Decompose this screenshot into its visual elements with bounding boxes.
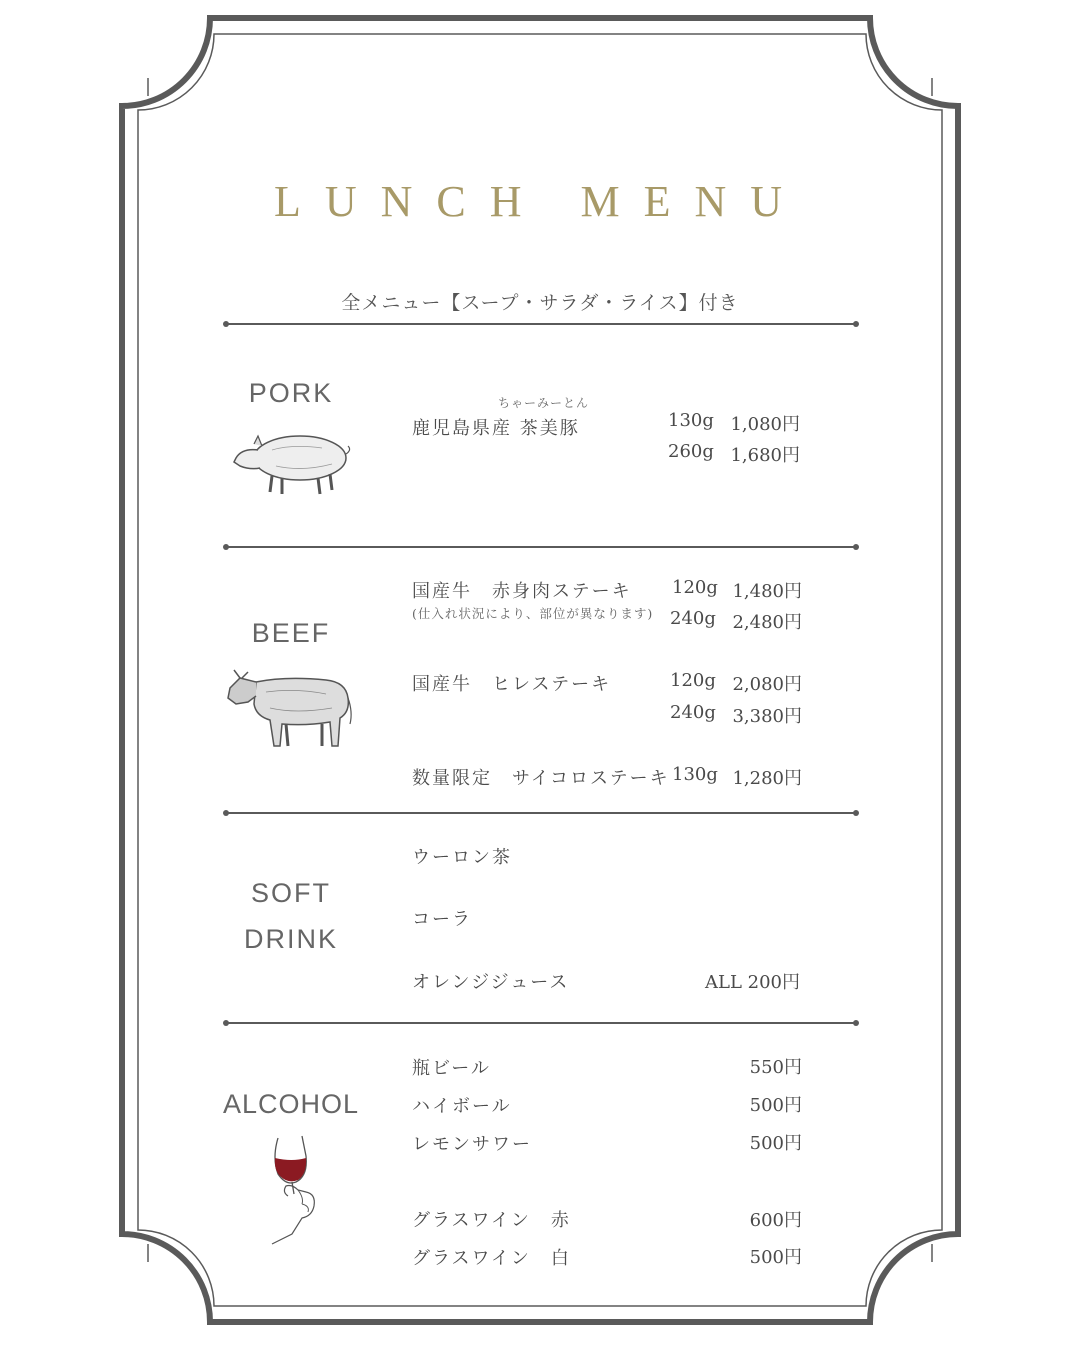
category-pork: PORK — [248, 378, 334, 408]
pork-weight-1: 130g — [668, 410, 714, 431]
alcohol-price-3: 500円 — [749, 1133, 802, 1154]
beef-item3-name: 数量限定 サイコロステーキ — [412, 768, 670, 789]
beef-item1-name: 国産牛 赤身肉ステーキ — [412, 581, 632, 602]
category-alcohol: ALCOHOL — [222, 1089, 360, 1119]
beef-item1-price-1: 1,480円 — [732, 581, 802, 602]
alcohol-price-5: 500円 — [749, 1247, 802, 1268]
pork-item-name: 鹿児島県産 茶美豚 — [412, 418, 580, 439]
category-soft: SOFT — [251, 878, 331, 908]
soft-item-2: コーラ — [412, 909, 472, 930]
beef-item2-price-2: 3,380円 — [732, 706, 802, 727]
beef-item3-weight: 130g — [672, 764, 718, 785]
menu-subtitle: 全メニュー【スープ・サラダ・ライス】付き — [341, 292, 739, 314]
cow-icon — [226, 668, 354, 750]
beef-item2-weight-2: 240g — [670, 702, 716, 723]
beef-item1-price-2: 2,480円 — [732, 612, 802, 633]
soft-item-1: ウーロン茶 — [412, 847, 512, 868]
pork-weight-2: 260g — [668, 441, 714, 462]
alcohol-item-1: 瓶ビール — [412, 1058, 491, 1079]
alcohol-item-2: ハイボール — [412, 1096, 512, 1117]
pork-item-ruby: ちゃーみーとん — [498, 396, 590, 410]
section-divider — [226, 812, 856, 814]
wine-glass-icon — [262, 1134, 324, 1246]
beef-item2-weight-1: 120g — [670, 670, 716, 691]
soft-price-all: ALL 200円 — [705, 972, 800, 993]
pork-price-1: 1,080円 — [730, 414, 800, 435]
alcohol-item-3: レモンサワー — [412, 1134, 532, 1155]
pig-icon — [232, 428, 354, 498]
pork-price-2: 1,680円 — [730, 445, 800, 466]
alcohol-price-1: 550円 — [749, 1057, 802, 1078]
beef-item1-weight-1: 120g — [672, 577, 718, 598]
menu-title: LUNCH MENU — [273, 177, 807, 226]
beef-item3-price: 1,280円 — [732, 768, 802, 789]
soft-item-3: オレンジジュース — [412, 972, 570, 993]
section-divider — [226, 546, 856, 548]
category-drink: DRINK — [243, 924, 338, 954]
beef-item1-weight-2: 240g — [670, 608, 716, 629]
alcohol-price-2: 500円 — [749, 1095, 802, 1116]
section-divider — [226, 1022, 856, 1024]
beef-item2-price-1: 2,080円 — [732, 674, 802, 695]
section-divider — [226, 323, 856, 325]
category-beef: BEEF — [251, 618, 331, 648]
alcohol-item-4: グラスワイン 赤 — [412, 1210, 571, 1231]
alcohol-price-4: 600円 — [749, 1210, 802, 1231]
beef-item2-name: 国産牛 ヒレステーキ — [412, 674, 612, 695]
beef-item1-note: (仕入れ状況により、部位が異なります) — [412, 606, 654, 621]
alcohol-item-5: グラスワイン 白 — [412, 1248, 571, 1269]
